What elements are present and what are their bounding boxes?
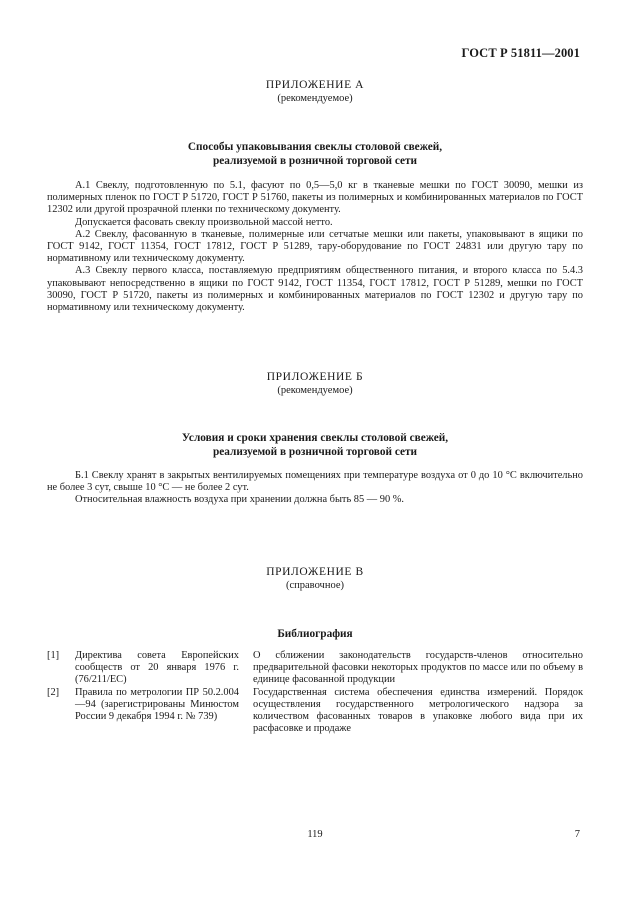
entry-description: Государственная система обеспечения единства измерений. Порядок осуществления государственного метрологического надзора за количеством фасованных товаров в упаковке любого вида при их расфасовке и продаже xyxy=(253,687,583,734)
appendix-a-body xyxy=(47,180,583,314)
appendix-b-status: (рекомендуемое) xyxy=(277,385,353,396)
appendix-b-title: ПРИЛОЖЕНИЕ Б xyxy=(266,371,364,383)
entry-number: [2] xyxy=(47,687,60,698)
bibliography-entry xyxy=(47,650,583,686)
appendix-a-heading xyxy=(0,140,630,168)
sheet-number: 7 xyxy=(574,829,580,840)
paragraph: Допускается фасовать свеклу произвольной массой нетто. xyxy=(75,216,333,228)
appendix-a-label xyxy=(0,79,630,105)
appendix-c-status: (справочное) xyxy=(286,580,344,591)
appendix-c-title: ПРИЛОЖЕНИЕ В xyxy=(266,566,364,578)
entry-description: О сближении законодательств государств-членов относительно предварительной фасовки некоторых продуктов по массе или по объему в единице фасованной продукции xyxy=(253,650,583,685)
standard-number: ГОСТ Р 51811—2001 xyxy=(461,46,580,60)
appendix-b-label xyxy=(0,371,630,397)
paragraph: А.3 Свеклу первого класса, поставляемую предприятиям общественного питания, и второго класса по 5.4.3 упаковывают непосредственно в ящики по ГОСТ 9142, ГОСТ 11354, ГОСТ 17812, ГОСТ Р 51289, мешки по ГОСТ 30090, ГОСТ Р 51720, пакеты из полимерных и комбинированных материалов по ГОСТ 12302 и другую тару по нормативному или техническому документу. xyxy=(47,265,583,314)
appendix-b-heading xyxy=(0,431,630,459)
page-number: 119 xyxy=(307,829,323,840)
entry-source: Правила по метрологии ПР 50.2.004—94 (зарегистрированы Минюстом России 9 декабря 1994 г. № 739) xyxy=(75,687,239,722)
appendix-b-heading-line1: Условия и сроки хранения свеклы столовой свежей, xyxy=(181,432,449,444)
appendix-a-title: ПРИЛОЖЕНИЕ А xyxy=(265,79,365,91)
paragraph: Относительная влажность воздуха при хранении должна быть 85 — 90 %. xyxy=(75,494,405,506)
entry-number: [1] xyxy=(47,650,60,661)
appendix-b-body xyxy=(47,470,583,507)
appendix-a-heading-line1: Способы упаковывания свеклы столовой свежей, xyxy=(187,141,443,153)
entry-source: Директива совета Европейских сообществ от 20 января 1976 г. (76/211/ЕС) xyxy=(75,650,239,685)
bibliography-heading: Библиография xyxy=(277,628,353,640)
paragraph: А.1 Свеклу, подготовленную по 5.1, фасуют по 0,5—5,0 кг в тканевые мешки по ГОСТ 30090, мешки из полимерных пленок по ГОСТ Р 51720, ГОСТ Р 51760, пакеты из полимерных и комбинированных материалов по ГОСТ 12302 или другой прозрачной пленки по техническому документу. xyxy=(47,180,583,216)
bibliography-list xyxy=(47,650,583,736)
paragraph: Б.1 Свеклу хранят в закрытых вентилируемых помещениях при температуре воздуха от 0 до 10 °С включительно не более 3 сут, свыше 10 °С — не более 2 сут. xyxy=(47,470,583,494)
appendix-c-label xyxy=(0,566,630,592)
bibliography-entry xyxy=(47,687,583,735)
paragraph: А.2 Свеклу, фасованную в тканевые, полимерные или сетчатые мешки или пакеты, упаковывают в ящики по ГОСТ 9142, ГОСТ 11354, ГОСТ 17812, ГОСТ Р 51289, тару-оборудование по ГОСТ 24831 или другую тару по нормативному или техническому документу. xyxy=(47,228,583,265)
appendix-a-status: (рекомендуемое) xyxy=(277,93,353,104)
appendix-a-heading-line2: реализуемой в розничной торговой сети xyxy=(212,155,418,167)
appendix-b-heading-line2: реализуемой в розничной торговой сети xyxy=(212,446,418,458)
